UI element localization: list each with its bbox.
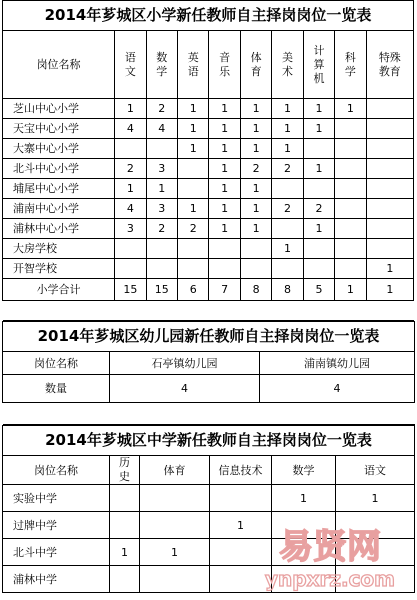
middle-position-count <box>140 512 210 539</box>
primary-position-count <box>115 259 146 279</box>
primary-header-cell: 美术 <box>272 31 303 99</box>
primary-position-count: 2 <box>178 219 209 239</box>
primary-header-cell: 英语 <box>178 31 209 99</box>
middle-position-count <box>210 566 272 593</box>
middle-position-count <box>110 512 140 539</box>
primary-position-count: 3 <box>146 199 177 219</box>
middle-header-cell: 数学 <box>272 456 336 485</box>
primary-school-name: 浦林中心小学 <box>3 219 115 239</box>
primary-position-count: 1 <box>240 119 271 139</box>
table-row <box>3 119 414 139</box>
primary-header-cell: 音乐 <box>209 31 240 99</box>
primary-position-count: 1 <box>303 219 334 239</box>
primary-school-name: 大房学校 <box>3 239 115 259</box>
primary-position-count <box>240 259 271 279</box>
primary-position-count <box>366 139 413 159</box>
primary-school-name: 埔尾中心小学 <box>3 179 115 199</box>
table-row <box>3 485 415 512</box>
primary-position-count <box>303 239 334 259</box>
table-row <box>3 239 414 259</box>
table-row <box>3 512 415 539</box>
primary-position-count: 2 <box>146 219 177 239</box>
primary-position-count <box>335 259 366 279</box>
primary-position-count <box>303 139 334 159</box>
primary-position-count <box>115 239 146 259</box>
primary-school-name: 大寨中心小学 <box>3 139 115 159</box>
middle-school-name: 北斗中学 <box>3 539 110 566</box>
primary-position-count: 1 <box>209 199 240 219</box>
primary-position-count: 1 <box>272 239 303 259</box>
primary-position-count: 1 <box>209 179 240 199</box>
middle-position-count <box>110 485 140 512</box>
primary-position-count: 1 <box>209 139 240 159</box>
primary-position-count: 1 <box>272 139 303 159</box>
primary-position-count: 1 <box>240 199 271 219</box>
kindergarten-count: 4 <box>110 375 260 403</box>
primary-position-count: 2 <box>115 159 146 179</box>
primary-position-count <box>335 199 366 219</box>
primary-position-count: 1 <box>303 99 334 119</box>
middle-position-count <box>210 485 272 512</box>
middle-table-title: 2014年芗城区中学新任教师自主择岗岗位一览表 <box>3 426 415 456</box>
primary-position-count: 1 <box>272 119 303 139</box>
primary-position-count <box>366 199 413 219</box>
kindergarten-count: 4 <box>260 375 415 403</box>
primary-position-count <box>335 119 366 139</box>
total-cell: 15 <box>146 279 177 301</box>
primary-position-count <box>366 99 413 119</box>
primary-position-count: 1 <box>115 99 146 119</box>
total-cell: 15 <box>115 279 146 301</box>
primary-school-name: 浦南中心小学 <box>3 199 115 219</box>
total-cell: 8 <box>272 279 303 301</box>
primary-position-count: 1 <box>115 179 146 199</box>
primary-position-count <box>335 219 366 239</box>
primary-position-count <box>178 179 209 199</box>
table-row <box>3 199 414 219</box>
primary-position-count: 1 <box>240 219 271 239</box>
kindergarten-header-label: 岗位名称 <box>3 352 110 375</box>
primary-header-cell: 岗位名称 <box>3 31 115 99</box>
total-cell: 1 <box>335 279 366 301</box>
kindergarten-table <box>2 321 415 425</box>
primary-header-cell: 数学 <box>146 31 177 99</box>
primary-school-table <box>2 0 414 321</box>
primary-position-count: 4 <box>115 199 146 219</box>
kindergarten-count-label: 数量 <box>3 375 110 403</box>
table-row <box>3 566 415 593</box>
section-gap <box>3 403 415 425</box>
middle-school-table <box>2 425 415 593</box>
watermark-url: ynpxrz.com <box>264 567 396 591</box>
primary-position-count: 1 <box>178 139 209 159</box>
primary-position-count <box>303 179 334 199</box>
primary-position-count <box>178 159 209 179</box>
primary-position-count: 1 <box>335 99 366 119</box>
table-row <box>3 179 414 199</box>
total-cell: 5 <box>303 279 334 301</box>
primary-header-cell: 体育 <box>240 31 271 99</box>
middle-header-row <box>3 456 415 485</box>
section-gap <box>3 301 414 321</box>
primary-position-count: 3 <box>115 219 146 239</box>
middle-position-count <box>336 566 415 593</box>
primary-position-count: 1 <box>366 259 413 279</box>
table-row <box>3 99 414 119</box>
primary-school-name: 开智学校 <box>3 259 115 279</box>
middle-position-count: 1 <box>210 512 272 539</box>
middle-position-count <box>272 566 336 593</box>
middle-header-cell: 信息技术 <box>210 456 272 485</box>
primary-position-count: 1 <box>178 119 209 139</box>
middle-position-count: 1 <box>272 485 336 512</box>
primary-position-count <box>240 239 271 259</box>
primary-position-count: 1 <box>272 99 303 119</box>
primary-position-count: 2 <box>272 199 303 219</box>
watermark-text: 易贤网 <box>279 527 381 567</box>
primary-position-count <box>115 139 146 159</box>
primary-position-count: 3 <box>146 159 177 179</box>
kindergarten-school: 石亭镇幼儿园 <box>110 352 260 375</box>
primary-position-count: 1 <box>146 179 177 199</box>
primary-header-cell: 语文 <box>115 31 146 99</box>
primary-position-count <box>209 259 240 279</box>
primary-position-count: 1 <box>240 99 271 119</box>
middle-position-count <box>140 566 210 593</box>
middle-position-count: 1 <box>140 539 210 566</box>
primary-position-count: 1 <box>209 159 240 179</box>
primary-position-count <box>272 219 303 239</box>
primary-position-count <box>335 179 366 199</box>
primary-position-count <box>146 239 177 259</box>
primary-position-count <box>272 259 303 279</box>
middle-position-count <box>210 539 272 566</box>
primary-position-count: 1 <box>178 199 209 219</box>
primary-position-count: 4 <box>115 119 146 139</box>
total-cell: 1 <box>366 279 413 301</box>
primary-position-count <box>366 239 413 259</box>
primary-position-count: 1 <box>209 219 240 239</box>
primary-total-label: 小学合计 <box>3 279 115 301</box>
primary-total-row <box>3 279 414 301</box>
middle-school-name: 实验中学 <box>3 485 110 512</box>
table-row <box>3 539 415 566</box>
primary-position-count: 1 <box>240 139 271 159</box>
primary-position-count <box>146 139 177 159</box>
middle-header-cell: 岗位名称 <box>3 456 110 485</box>
total-cell: 7 <box>209 279 240 301</box>
primary-position-count: 1 <box>209 119 240 139</box>
primary-position-count <box>209 239 240 259</box>
middle-position-count <box>336 539 415 566</box>
kindergarten-school: 浦南镇幼儿园 <box>260 352 415 375</box>
primary-header-cell: 科学 <box>335 31 366 99</box>
kindergarten-header-row <box>3 352 415 375</box>
primary-header-row <box>3 31 414 99</box>
document-page <box>2 0 414 600</box>
primary-position-count <box>366 219 413 239</box>
primary-position-count <box>366 159 413 179</box>
primary-position-count: 1 <box>178 99 209 119</box>
primary-position-count: 2 <box>272 159 303 179</box>
primary-school-name: 天宝中心小学 <box>3 119 115 139</box>
primary-position-count: 2 <box>240 159 271 179</box>
primary-position-count <box>272 179 303 199</box>
primary-position-count: 2 <box>146 99 177 119</box>
middle-position-count <box>336 512 415 539</box>
primary-header-cell: 特殊教育 <box>366 31 413 99</box>
middle-header-cell: 历史 <box>110 456 140 485</box>
primary-table-title: 2014年芗城区小学新任教师自主择岗岗位一览表 <box>3 1 414 31</box>
primary-school-name: 北斗中心小学 <box>3 159 115 179</box>
table-row <box>3 259 414 279</box>
table-row <box>3 159 414 179</box>
primary-school-name: 芝山中心小学 <box>3 99 115 119</box>
primary-header-cell: 计算机 <box>303 31 334 99</box>
total-cell: 8 <box>240 279 271 301</box>
primary-position-count: 4 <box>146 119 177 139</box>
middle-header-cell: 语文 <box>336 456 415 485</box>
middle-school-name: 过牌中学 <box>3 512 110 539</box>
primary-position-count <box>178 239 209 259</box>
primary-position-count <box>303 259 334 279</box>
total-cell: 6 <box>178 279 209 301</box>
middle-position-count <box>272 512 336 539</box>
primary-position-count: 2 <box>303 199 334 219</box>
primary-position-count <box>335 239 366 259</box>
table-row <box>3 139 414 159</box>
primary-position-count: 1 <box>303 119 334 139</box>
middle-position-count <box>272 539 336 566</box>
kindergarten-table-title: 2014年芗城区幼儿园新任教师自主择岗岗位一览表 <box>3 322 415 352</box>
middle-position-count: 1 <box>110 539 140 566</box>
primary-position-count <box>366 119 413 139</box>
primary-position-count <box>335 159 366 179</box>
primary-position-count <box>335 139 366 159</box>
middle-position-count <box>140 485 210 512</box>
middle-header-cell: 体育 <box>140 456 210 485</box>
primary-position-count <box>178 259 209 279</box>
middle-position-count <box>110 566 140 593</box>
kindergarten-count-row <box>3 375 415 403</box>
primary-position-count: 1 <box>240 179 271 199</box>
primary-position-count <box>366 179 413 199</box>
primary-position-count: 1 <box>209 99 240 119</box>
middle-school-name: 浦林中学 <box>3 566 110 593</box>
middle-position-count: 1 <box>336 485 415 512</box>
primary-position-count <box>146 259 177 279</box>
primary-position-count: 1 <box>303 159 334 179</box>
table-row <box>3 219 414 239</box>
